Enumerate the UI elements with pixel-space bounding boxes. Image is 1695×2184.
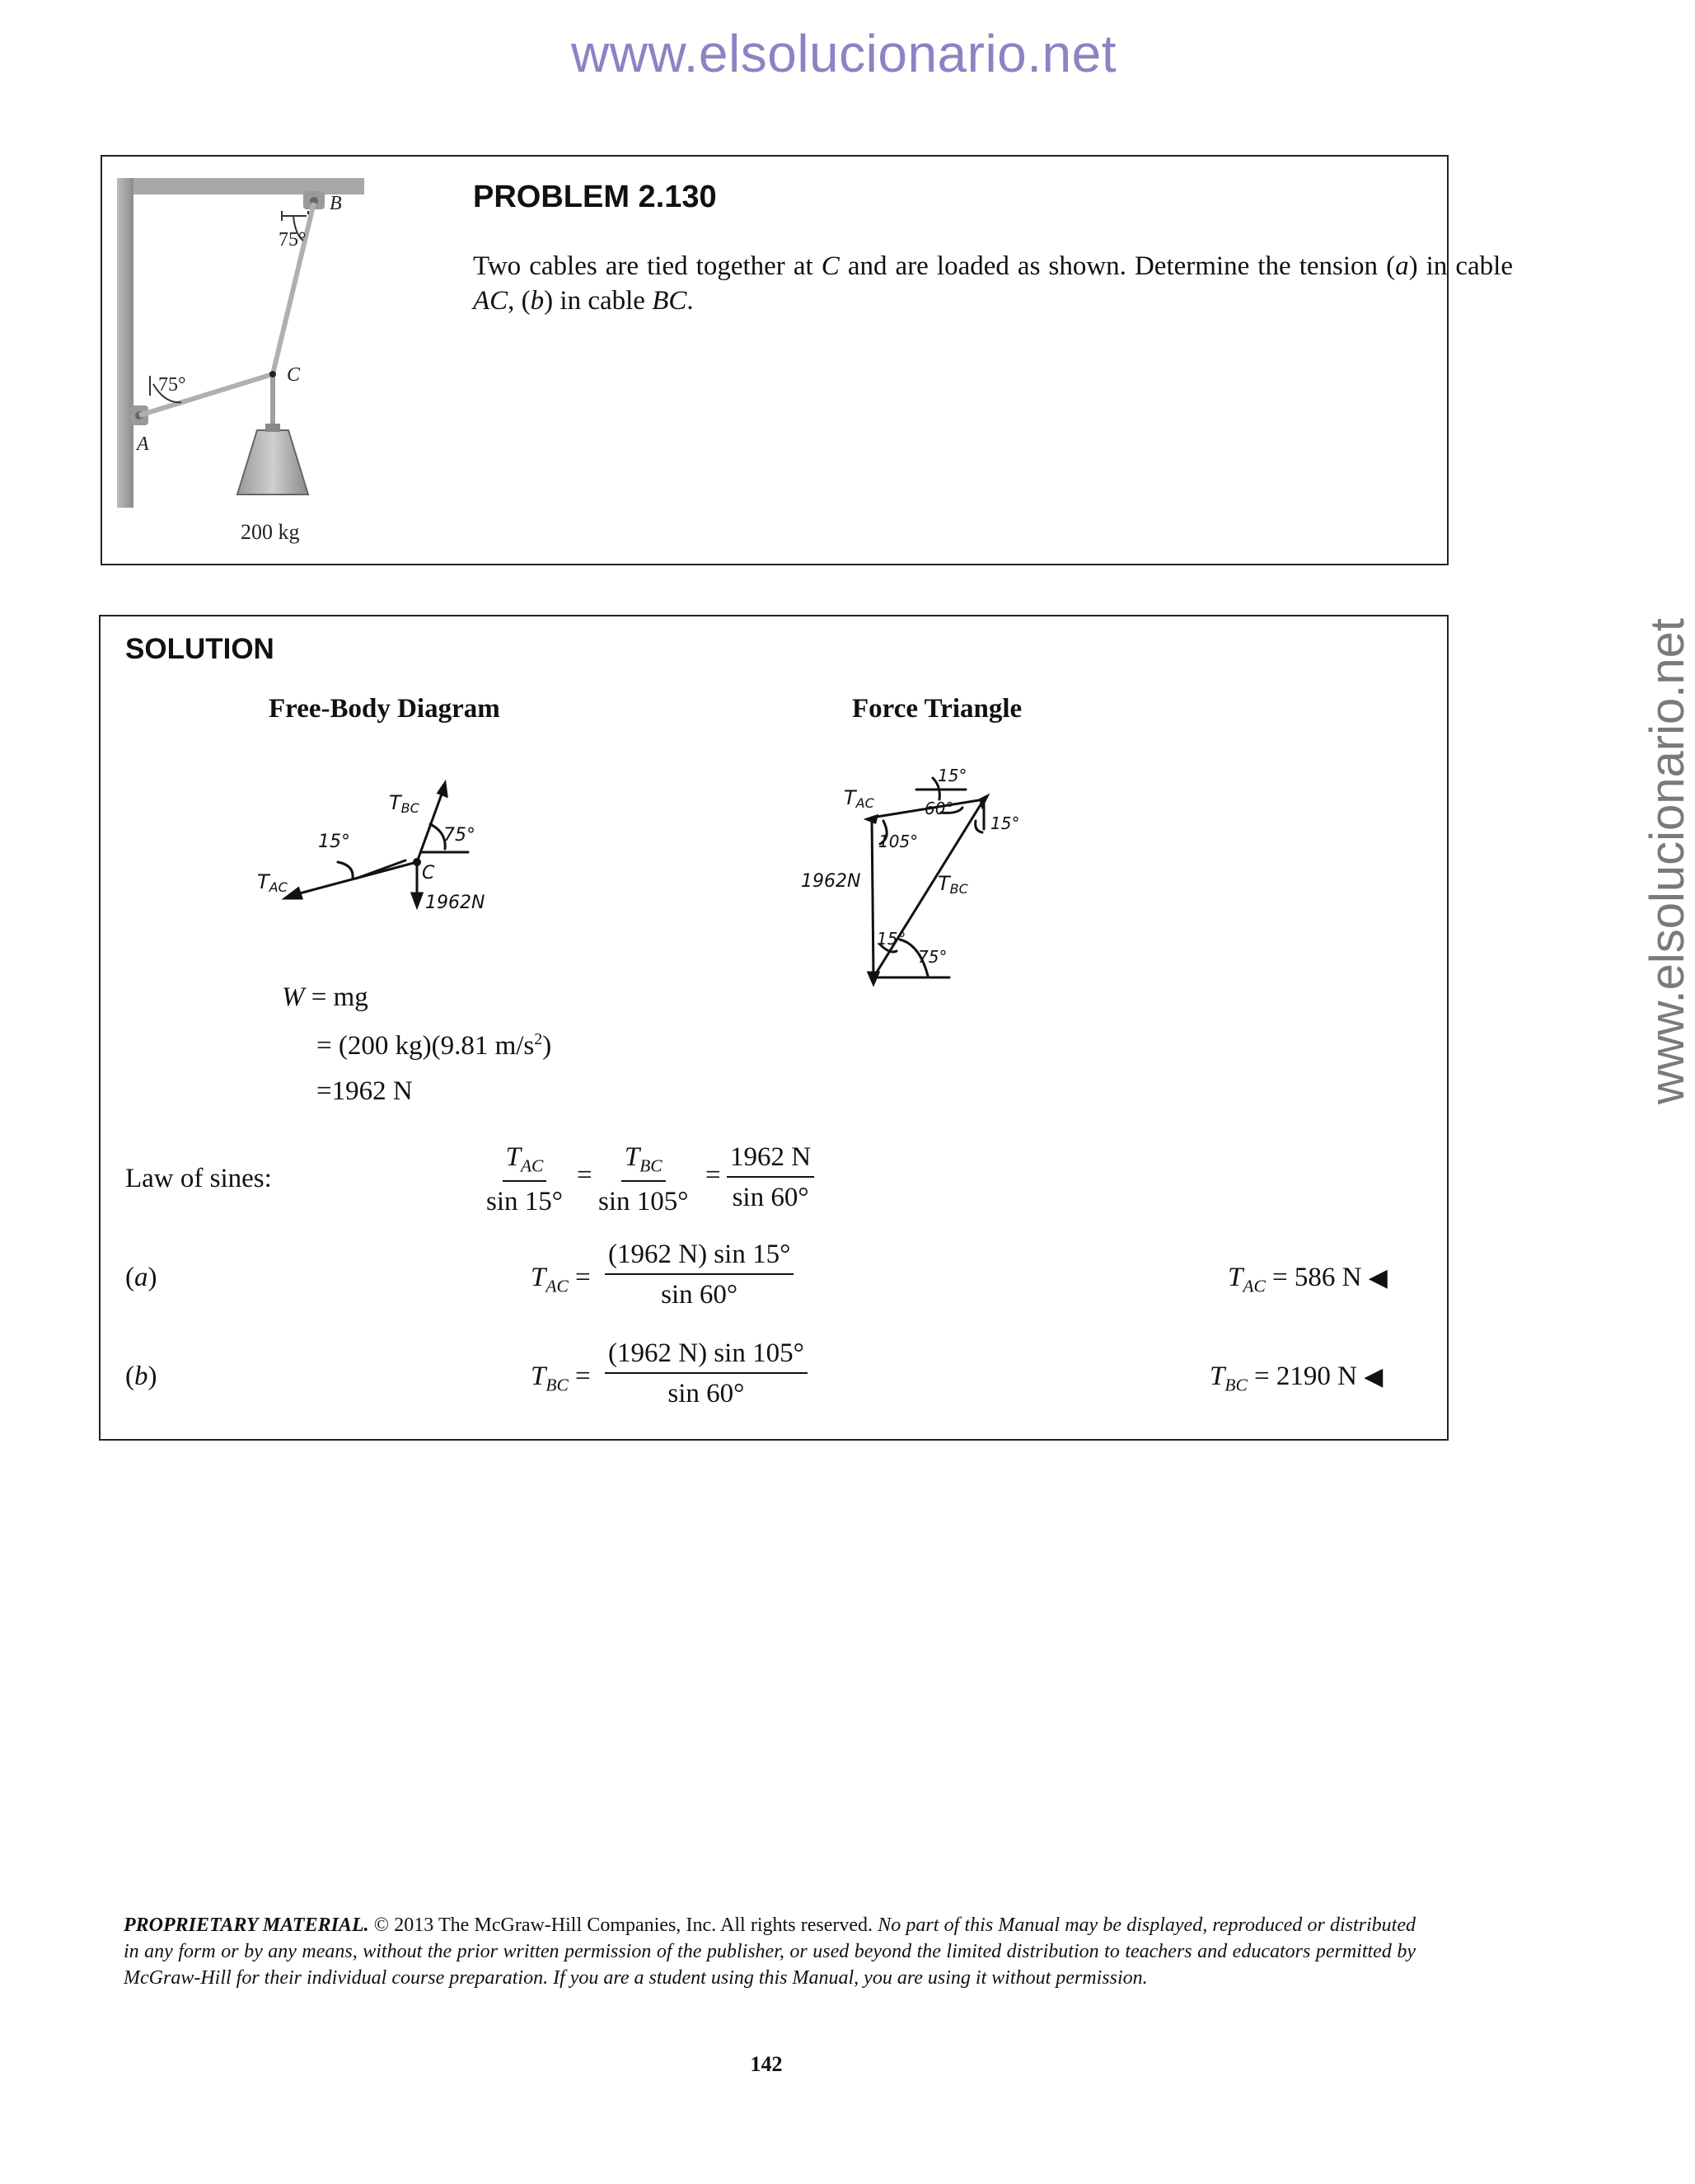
free-body-diagram [257, 773, 521, 938]
weight-line-1: W = mg [282, 982, 368, 1012]
label-load: 200 kg [241, 520, 300, 544]
law-of-sines-label: Law of sines: [125, 1164, 272, 1193]
label-angle-b: 75° [279, 229, 307, 251]
weight-block [237, 430, 308, 494]
tri-tac-label: TAC [844, 786, 874, 811]
part-a-label: (a) [125, 1263, 157, 1292]
copyright-footer: PROPRIETARY MATERIAL. © 2013 The McGraw-Hill Companies, Inc. All rights reserved. No part of this Manual may be displayed, reproduced or distributed in any form or by any means, without the prior written permission of the publisher, or used beyond the limited distribution to teachers and educators permitted by McGraw-Hill for their individual course preparation. If you are a student using this Manual, you are using it without permission. [124, 1915, 1416, 1989]
force-triangle [801, 738, 1065, 994]
page-number: 142 [750, 2052, 783, 2076]
solution-box [99, 615, 1449, 1441]
problem-figure [117, 168, 381, 555]
tri-weight-label: 1962N [801, 871, 861, 892]
label-a: A [137, 434, 149, 455]
solution-title: SOLUTION [125, 633, 274, 665]
problem-box [101, 155, 1513, 565]
fbd-heading: Free-Body Diagram [269, 694, 500, 724]
tri-tbc-label: TBC [938, 872, 968, 897]
wall [117, 178, 133, 508]
part-b-lhs: $T_{BC}$ = [531, 1361, 591, 1395]
triangle-heading: Force Triangle [852, 694, 1023, 724]
part-b-label: (b) [125, 1361, 157, 1391]
label-c: C [287, 364, 301, 386]
tri-angle-15-bottom: 15° [877, 929, 906, 949]
problem-statement: Two cables are tied together at C and are loaded as shown. Determine the tension (a) in cable AC, (b) in cable BC. [473, 251, 1513, 316]
part-a-lhs: $T_{AC}$ = [531, 1263, 591, 1296]
fbd-angle-75: 75° [443, 825, 475, 846]
part-b-result: $T_{BC} = 2190$ N ◀ [1210, 1361, 1384, 1395]
label-b: B [330, 193, 342, 214]
tri-angle-75: 75° [918, 947, 948, 967]
los-fraction-3: $\frac{1962 N}{\sin 60^\circ}$ [727, 1142, 814, 1213]
watermark-side: www.elsolucionario.net [1641, 618, 1694, 1104]
los-eq-1: = [577, 1160, 592, 1190]
tri-angle-60: 60° [925, 799, 954, 818]
los-fraction-1: $T_{AC}$ sin 15° [486, 1142, 563, 1216]
tri-angle-105: 105° [878, 832, 919, 851]
part-a-result: $T_{AC} = 586$ N ◀ [1228, 1263, 1388, 1296]
ceiling [117, 178, 364, 194]
weight-line-3: =1962 N [316, 1076, 413, 1106]
fbd-tac-label: TAC [257, 870, 288, 895]
weight-line-2: = (200 kg)(9.81 $m/s^2$) [316, 1030, 552, 1061]
fbd-tbc-label: TBC [389, 791, 419, 816]
tri-angle-15-top: 15° [938, 766, 967, 785]
part-b-fraction: $\frac{(1962 N) \sin 105^\circ}{\sin 60^\circ}$ [605, 1338, 808, 1409]
fbd-c-label: C [422, 863, 435, 883]
los-eq-2: = [705, 1160, 721, 1190]
fbd-weight-label: 1962N [425, 893, 485, 913]
los-fraction-2: $T_{BC}$ sin 105° [598, 1142, 689, 1216]
problem-title: PROBLEM 2.130 [473, 180, 717, 214]
part-a-fraction: $\frac{(1962 N) \sin 15^\circ}{\sin 60^\circ}$ [605, 1240, 794, 1310]
tri-angle-15-right: 15° [990, 813, 1020, 833]
fbd-angle-15: 15° [318, 832, 350, 852]
watermark-top[interactable]: www.elsolucionario.net [571, 24, 1117, 83]
label-angle-a: 75° [158, 374, 186, 396]
